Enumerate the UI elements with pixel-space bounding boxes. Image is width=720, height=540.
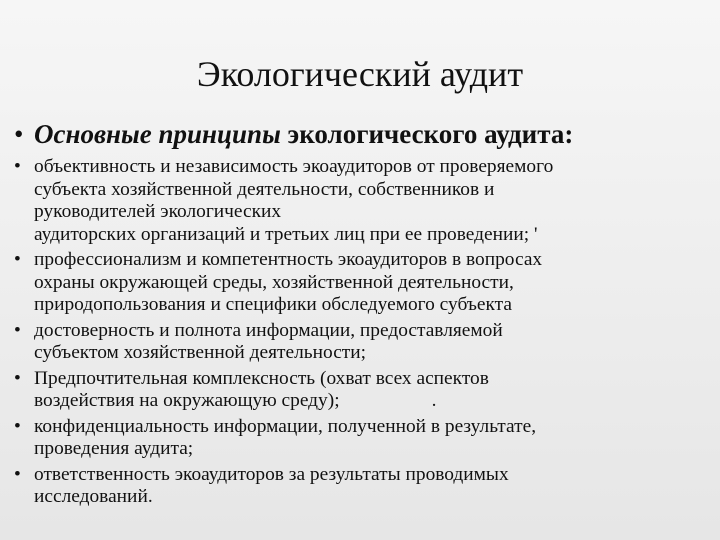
bullet-marker: • (14, 319, 21, 341)
list-item-professionalism (14, 249, 704, 317)
list-item-line: ответственность экоаудиторов за результаты проводимых (34, 463, 509, 485)
list-item-line (34, 390, 704, 413)
bullet-marker: • (14, 249, 21, 270)
list-item-line: охраны окружающей среды, хозяйственной деятельности, (34, 271, 514, 293)
list-item-line: Предпочтительная комплексность (охват всех аспектов (34, 367, 489, 389)
list-item-line: объективность и независимость экоаудиторов от проверяемого (34, 156, 554, 177)
subtitle-italic-text: Основные принципы (34, 119, 281, 149)
list-item-line: достоверность и полнота информации, предоставляемой (34, 319, 503, 341)
subtitle-bullet: • (14, 119, 24, 149)
list-item-line: исследований. (34, 486, 153, 507)
list-item-comprehensiveness (14, 368, 704, 413)
subtitle-bold-text: экологического аудита (280, 119, 565, 149)
list-item-confidentiality (14, 416, 704, 461)
list-item-line: природопользования и специфики обследуемого субъекта (34, 294, 512, 315)
list-item-reliability (14, 320, 704, 365)
list-item-line: конфиденциальность информации, полученной в результате, (34, 415, 537, 437)
bullet-marker: • (14, 367, 21, 389)
subtitle-heading (14, 118, 573, 150)
subtitle-colon: : (564, 119, 574, 149)
list-item-line: аудиторских организаций и третьих лиц при ее проведении; ' (34, 223, 538, 245)
list-item-responsibility (14, 464, 704, 509)
list-item-line-text: воздействия на окружающую среду); (34, 390, 340, 411)
trailing-mark: . (431, 390, 437, 411)
list-item-line: руководителей экологических (34, 201, 282, 222)
list-item-objectivity (14, 156, 704, 246)
list-item-line: профессионализм и компетентность экоаудиторов в вопросах (34, 249, 543, 270)
bullet-marker: • (14, 463, 21, 485)
bullet-marker: • (14, 415, 21, 437)
list-item-line: субъекта хозяйственной деятельности, собственников и (34, 178, 495, 200)
principles-list (14, 156, 704, 512)
list-item-line: проведения аудита; (34, 438, 194, 459)
slide-title: Экологический аудит (196, 54, 524, 94)
bullet-marker: • (14, 156, 21, 177)
list-item-line: субъектом хозяйственной деятельности; (34, 342, 367, 363)
